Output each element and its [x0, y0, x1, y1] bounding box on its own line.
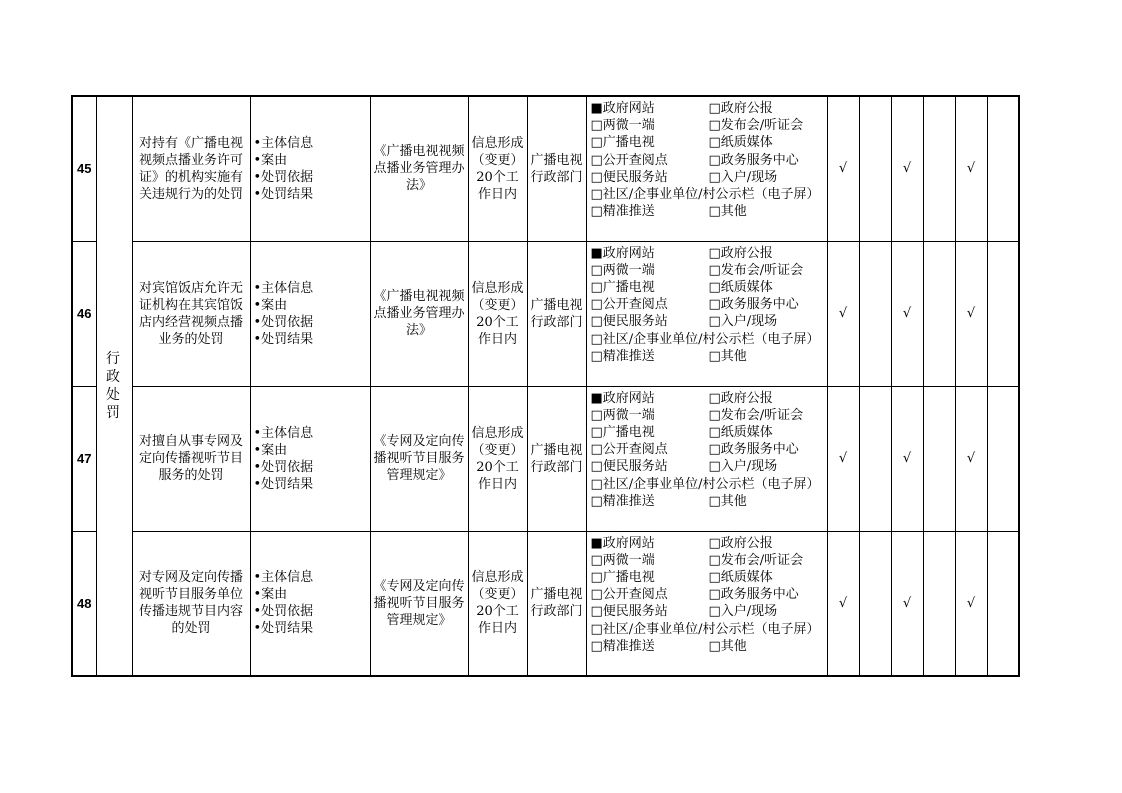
- channel-option: □社区/企事业单位/村公示栏（电子屏）: [590, 621, 820, 637]
- channel-option: □其他: [708, 348, 747, 364]
- channel-option: □入户/现场: [708, 604, 778, 620]
- channel-option: □发布会/听证会: [708, 552, 804, 568]
- category-label: 行 政 处 罚: [106, 351, 122, 421]
- channel-option: □其他: [708, 204, 747, 220]
- channel-option: □政务服务中心: [708, 587, 799, 603]
- check-mark-cell: √: [955, 386, 987, 531]
- channel-option: □精准推送: [590, 348, 655, 364]
- content-cell: [250, 386, 370, 531]
- channel-option: □精准推送: [590, 204, 655, 220]
- channel-option: □精准推送: [590, 493, 655, 509]
- channel-option: □便民服务站: [590, 604, 668, 620]
- check-mark-cell: √: [891, 531, 923, 676]
- channel-option: □社区/企事业单位/村公示栏（电子屏）: [590, 476, 820, 492]
- channel-option: □政务服务中心: [708, 442, 799, 458]
- check-mark-cell: √: [891, 241, 923, 386]
- check-mark-cell: [859, 241, 891, 386]
- check-mark-cell: [987, 241, 1019, 386]
- content-item: •处罚依据: [253, 459, 314, 475]
- channel-option: □纸质媒体: [708, 135, 773, 151]
- check-mark-cell: [923, 96, 955, 241]
- check-mark-cell: [987, 386, 1019, 531]
- time-limit-cell: 信息形成（变更）20个工作日内: [468, 241, 527, 386]
- content-item: •处罚结果: [253, 621, 314, 637]
- content-item: •处罚依据: [253, 604, 314, 620]
- subject-cell: 广播电视行政部门: [527, 241, 586, 386]
- time-limit-cell: 信息形成（变更）20个工作日内: [468, 531, 527, 676]
- table-row: [72, 241, 1019, 386]
- channel-option: □两微一端: [590, 118, 655, 134]
- channel-option: ■政府网站: [590, 101, 655, 116]
- check-mark-cell: √: [827, 96, 859, 241]
- check-mark-cell: √: [891, 386, 923, 531]
- channel-option: □社区/企事业单位/村公示栏（电子屏）: [590, 331, 820, 347]
- basis-cell: 《专网及定向传播视听节目服务管理规定》: [370, 531, 468, 676]
- check-mark-cell: [923, 531, 955, 676]
- channel-option: □发布会/听证会: [708, 118, 804, 134]
- check-mark-cell: √: [955, 241, 987, 386]
- check-mark-cell: [859, 96, 891, 241]
- channel-option: □其他: [708, 638, 747, 654]
- content-item: •主体信息: [253, 425, 314, 441]
- content-item: •案由: [253, 442, 288, 458]
- content-cell: [250, 241, 370, 386]
- content-item: •主体信息: [253, 135, 314, 151]
- row-number: 47: [72, 386, 96, 531]
- channel-option: □政府公报: [708, 101, 773, 116]
- check-mark-cell: √: [827, 531, 859, 676]
- check-mark-cell: √: [955, 531, 987, 676]
- channel-option: □便民服务站: [590, 169, 668, 185]
- content-cell: [250, 96, 370, 241]
- channel-option: □广播电视: [590, 135, 655, 151]
- subject-cell: 广播电视行政部门: [527, 96, 586, 241]
- channel-option: □公开查阅点: [590, 442, 668, 458]
- channel-option: □便民服务站: [590, 314, 668, 330]
- channel-option: □广播电视: [590, 279, 655, 295]
- basis-cell: 《专网及定向传播视听节目服务管理规定》: [370, 386, 468, 531]
- content-item: •处罚结果: [253, 331, 314, 347]
- time-limit-cell: 信息形成（变更）20个工作日内: [468, 96, 527, 241]
- content-item: •案由: [253, 297, 288, 313]
- channels-cell: [586, 386, 827, 531]
- channel-option: □其他: [708, 493, 747, 509]
- disclosure-table: [71, 95, 1020, 677]
- subject-cell: 广播电视行政部门: [527, 531, 586, 676]
- channel-option: □入户/现场: [708, 169, 778, 185]
- matter-cell: 对擅自从事专网及定向传播视听节目服务的处罚: [132, 386, 250, 531]
- channel-option: □社区/企事业单位/村公示栏（电子屏）: [590, 187, 820, 203]
- check-mark-cell: [987, 531, 1019, 676]
- channel-option: □发布会/听证会: [708, 262, 804, 278]
- channel-option: □纸质媒体: [708, 424, 773, 440]
- check-mark-cell: √: [827, 241, 859, 386]
- check-mark-cell: √: [891, 96, 923, 241]
- category-cell: [96, 96, 132, 676]
- basis-cell: 《广播电视视频点播业务管理办法》: [370, 96, 468, 241]
- check-mark-cell: √: [955, 96, 987, 241]
- check-mark-cell: [923, 241, 955, 386]
- channels-cell: [586, 241, 827, 386]
- channel-option: ■政府网站: [590, 245, 655, 261]
- channels-cell: [586, 96, 827, 241]
- channel-option: □政务服务中心: [708, 152, 799, 168]
- check-mark-cell: √: [827, 386, 859, 531]
- channel-option: □政府公报: [708, 535, 773, 551]
- channel-option: □纸质媒体: [708, 279, 773, 295]
- channel-option: □入户/现场: [708, 459, 778, 475]
- channel-option: □政府公报: [708, 245, 773, 261]
- content-item: •主体信息: [253, 280, 314, 296]
- channel-option: □精准推送: [590, 638, 655, 654]
- channel-option: □公开查阅点: [590, 297, 668, 313]
- channel-option: □入户/现场: [708, 314, 778, 330]
- channel-option: ■政府网站: [590, 390, 655, 406]
- table-row: [72, 96, 1019, 241]
- channel-option: □发布会/听证会: [708, 407, 804, 423]
- check-mark-cell: [923, 386, 955, 531]
- check-mark-cell: [987, 96, 1019, 241]
- channel-option: □政务服务中心: [708, 297, 799, 313]
- channel-option: □广播电视: [590, 569, 655, 585]
- channel-option: □便民服务站: [590, 459, 668, 475]
- check-mark-cell: [859, 386, 891, 531]
- check-mark-cell: [859, 531, 891, 676]
- content-item: •案由: [253, 587, 288, 603]
- row-number: 48: [72, 531, 96, 676]
- channel-option: ■政府网站: [590, 535, 655, 551]
- table-row: [72, 386, 1019, 531]
- channel-option: □公开查阅点: [590, 587, 668, 603]
- content-item: •处罚结果: [253, 476, 314, 492]
- content-item: •处罚依据: [253, 169, 314, 185]
- row-number: 45: [72, 96, 96, 241]
- channel-option: □政府公报: [708, 390, 773, 406]
- content-cell: [250, 531, 370, 676]
- content-item: •处罚依据: [253, 314, 314, 330]
- channel-option: □两微一端: [590, 407, 655, 423]
- subject-cell: 广播电视行政部门: [527, 386, 586, 531]
- channels-cell: [586, 531, 827, 676]
- row-number: 46: [72, 241, 96, 386]
- matter-cell: 对宾馆饭店允许无证机构在其宾馆饭店内经营视频点播业务的处罚: [132, 241, 250, 386]
- basis-cell: 《广播电视视频点播业务管理办法》: [370, 241, 468, 386]
- channel-option: □纸质媒体: [708, 569, 773, 585]
- channel-option: □广播电视: [590, 424, 655, 440]
- matter-cell: 对专网及定向传播视听节目服务单位传播违规节目内容的处罚: [132, 531, 250, 676]
- content-item: •处罚结果: [253, 186, 314, 202]
- channel-option: □两微一端: [590, 262, 655, 278]
- channel-option: □两微一端: [590, 552, 655, 568]
- table-row: [72, 531, 1019, 676]
- channel-option: □公开查阅点: [590, 152, 668, 168]
- content-item: •案由: [253, 152, 288, 168]
- content-item: •主体信息: [253, 570, 314, 586]
- matter-cell: 对持有《广播电视视频点播业务许可证》的机构实施有关违规行为的处罚: [132, 96, 250, 241]
- time-limit-cell: 信息形成（变更）20个工作日内: [468, 386, 527, 531]
